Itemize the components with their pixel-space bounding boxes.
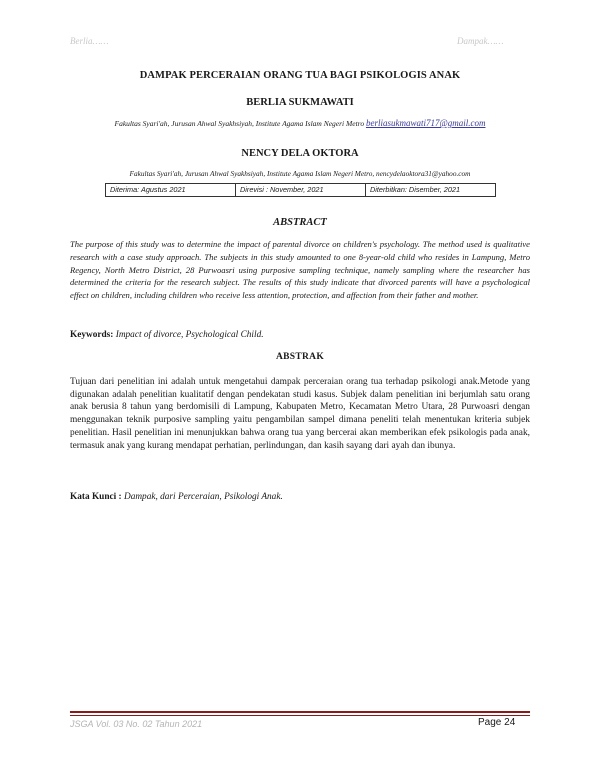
paper-title: DAMPAK PERCERAIAN ORANG TUA BAGI PSIKOLOGIS ANAK: [139, 70, 461, 81]
author-email-link[interactable]: berliasukmawati717@gmail.com: [365, 118, 486, 128]
abstract-heading: ABSTRACT: [273, 217, 327, 228]
kata-kunci-line: [70, 492, 530, 502]
keywords-value: Impact of divorce, Psychological Child.: [115, 330, 264, 340]
footer-rule-thick: [70, 711, 530, 713]
author-name-2: NENCY DELA OKTORA: [241, 148, 359, 159]
author-affiliation-2: Fakultas Syari'ah, Jurusan Ahwal Syakhsiyah, Institute Agama Islam Negeri Metro, nencydelaoktora31@yahoo.com: [129, 169, 471, 178]
footer-rule-thin: [70, 715, 530, 716]
author-affiliation-1: [0, 118, 600, 128]
date-published: Diterbitkan: Disember, 2021: [365, 184, 495, 196]
affiliation-text-1: Fakultas Syari'ah, Jurusan Ahwal Syakhsiyah, Institute Agama Islam Negeri Metro: [114, 119, 365, 128]
kata-kunci-value: Dampak, dari Perceraian, Psikologi Anak.: [123, 492, 283, 502]
abstrak-heading: ABSTRAK: [275, 352, 325, 362]
abstract-indonesian-text: Tujuan dari penelitian ini adalah untuk mengetahui dampak perceraian orang tua terhadap psikologi anak.Metode yang digunakan adalah penelitian kualitatif dengan pendekatan studi kasus. Subjek dalam penelitian ini berjumlah satu orang anak berusia 8 tahun yang berdomisili di Lampung, Kabupaten Metro, Kecamatan Metro Utara, 28 Purwoasri dengan menggunakan teknik purposive sampling yaitu pengambilan sampel dimana peneliti telah menentukan kriteria subjek penelitian. Hasil penelitian ini menunjukkan bahwa orang tua yang bercerai akan memberikan efek psikologis pada anak, termasuk anak yang kurang mendapat perhatian, perlindungan, dan kasih sayang dari ayah dan ibunya.: [70, 377, 530, 451]
keywords-label: Keywords:: [70, 330, 114, 340]
submission-dates-table: [105, 183, 496, 197]
kata-kunci-label: Kata Kunci :: [70, 492, 122, 502]
running-header-left: Berlia……: [70, 36, 109, 46]
abstract-english-text: The purpose of this study was to determine the impact of parental divorce on children's psychology. The method used is qualitative research with a case study approach. The subjects in this study amounted to one 8-year-old child who resides in Lampung, Metro Regency, North Metro District, 28 Purwoasri using purposive sampling technique, namely sampling where the researcher has determined the criteria for the research subject. The results of this study indicate that divorced parents will have a psychological effect on children, including children who receive less attention, protection, and affection from their father and mother.: [70, 239, 530, 301]
keywords-line: [70, 330, 530, 340]
author-name-1: BERLIA SUKMAWATI: [246, 97, 354, 108]
date-received: Diterima: Agustus 2021: [110, 185, 186, 194]
running-header-right: Dampak……: [457, 36, 504, 46]
date-revised: Direvisi : November, 2021: [235, 184, 365, 196]
footer-page-number: Page 24: [478, 717, 516, 728]
footer-journal-info: JSGA Vol. 03 No. 02 Tahun 2021: [70, 719, 203, 729]
